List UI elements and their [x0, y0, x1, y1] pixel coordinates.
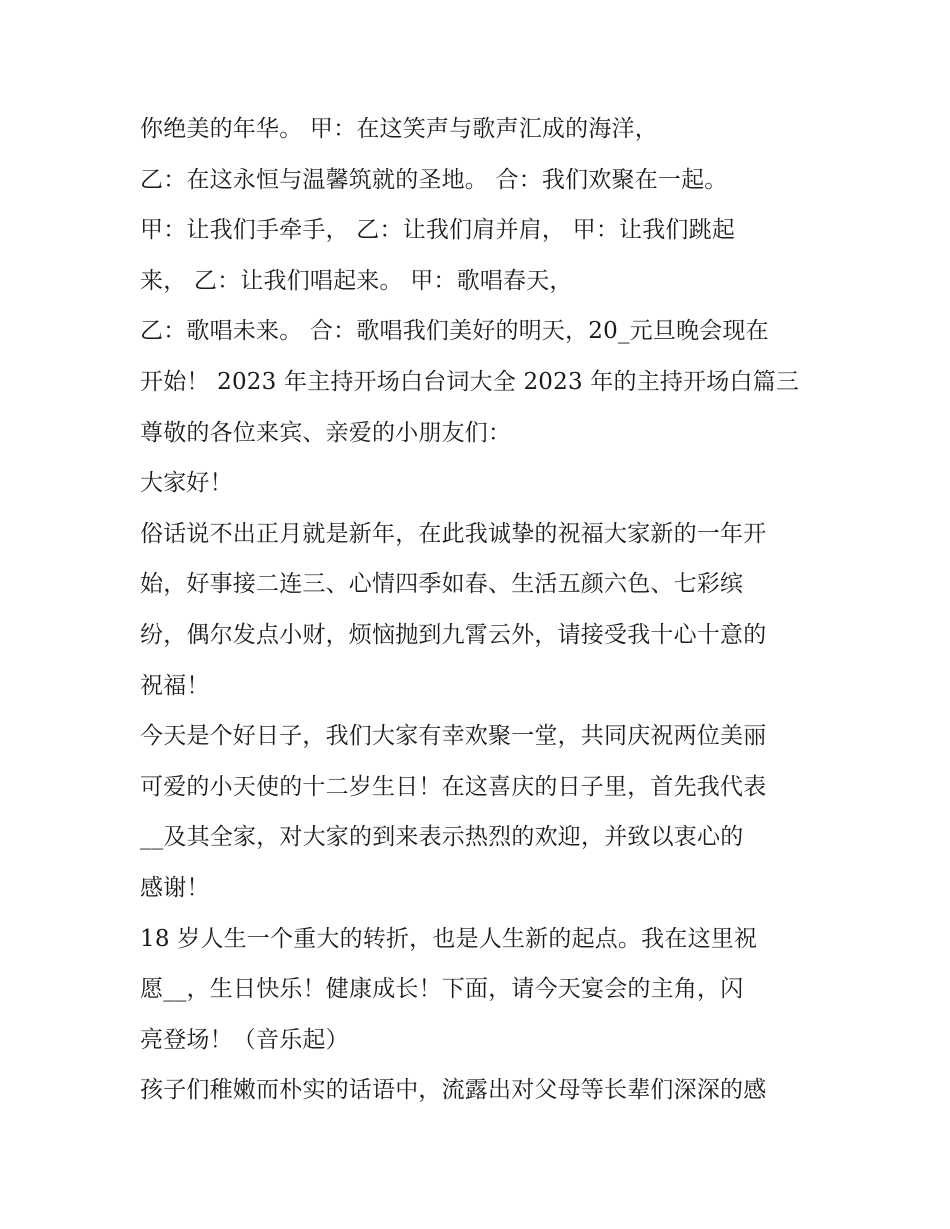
text-line: 18 岁人生一个重大的转折，也是人生新的起点。我在这里祝 — [140, 925, 758, 952]
text-line: 乙：在这永恒与温馨筑就的圣地。 合：我们欢聚在一起。 — [140, 166, 728, 193]
text-line: 你绝美的年华。 甲：在这笑声与歌声汇成的海洋， — [140, 116, 658, 142]
text-line: 尊敬的各位来宾、亲爱的小朋友们： — [140, 419, 512, 446]
text-line: 俗话说不出正月就是新年，在此我诚挚的祝福大家新的一年开 — [140, 520, 767, 547]
text-line: 愿__，生日快乐！健康成长！下面，请今天宴会的主角，闪 — [140, 976, 744, 1003]
text-line: 甲：让我们手牵手， 乙：让我们肩并肩， 甲：让我们跳起 — [140, 217, 736, 244]
text-line: 孩子们稚嫩而朴实的话语中，流露出对父母等长辈们深深的感 — [140, 1077, 767, 1104]
text-line: 来， 乙：让我们唱起来。 甲：歌唱春天， — [140, 267, 573, 294]
text-line: 始，好事接二连三、心情四季如春、生活五颜六色、七彩缤 — [140, 571, 744, 598]
text-line: 感谢！ — [140, 874, 210, 901]
document-body — [140, 104, 830, 1116]
text-line: 开始！ 2023 年主持开场白台词大全 2023 年的主持开场白篇三 — [140, 368, 800, 395]
text-line: 乙：歌唱未来。 合：歌唱我们美好的明天，20_元旦晚会现在 — [140, 318, 769, 345]
text-line: 纷，偶尔发点小财，烦恼抛到九霄云外，请接受我十心十意的 — [140, 621, 767, 648]
text-line: __及其全家，对大家的到来表示热烈的欢迎，并致以衷心的 — [140, 824, 744, 851]
text-line: 亮登场！（音乐起） — [140, 1026, 349, 1053]
text-line: 祝福！ — [140, 672, 210, 699]
text-line: 可爱的小天使的十二岁生日！在这喜庆的日子里，首先我代表 — [140, 773, 767, 800]
text-line: 大家好！ — [140, 470, 233, 497]
text-line: 今天是个好日子，我们大家有幸欢聚一堂，共同庆祝两位美丽 — [140, 723, 767, 750]
